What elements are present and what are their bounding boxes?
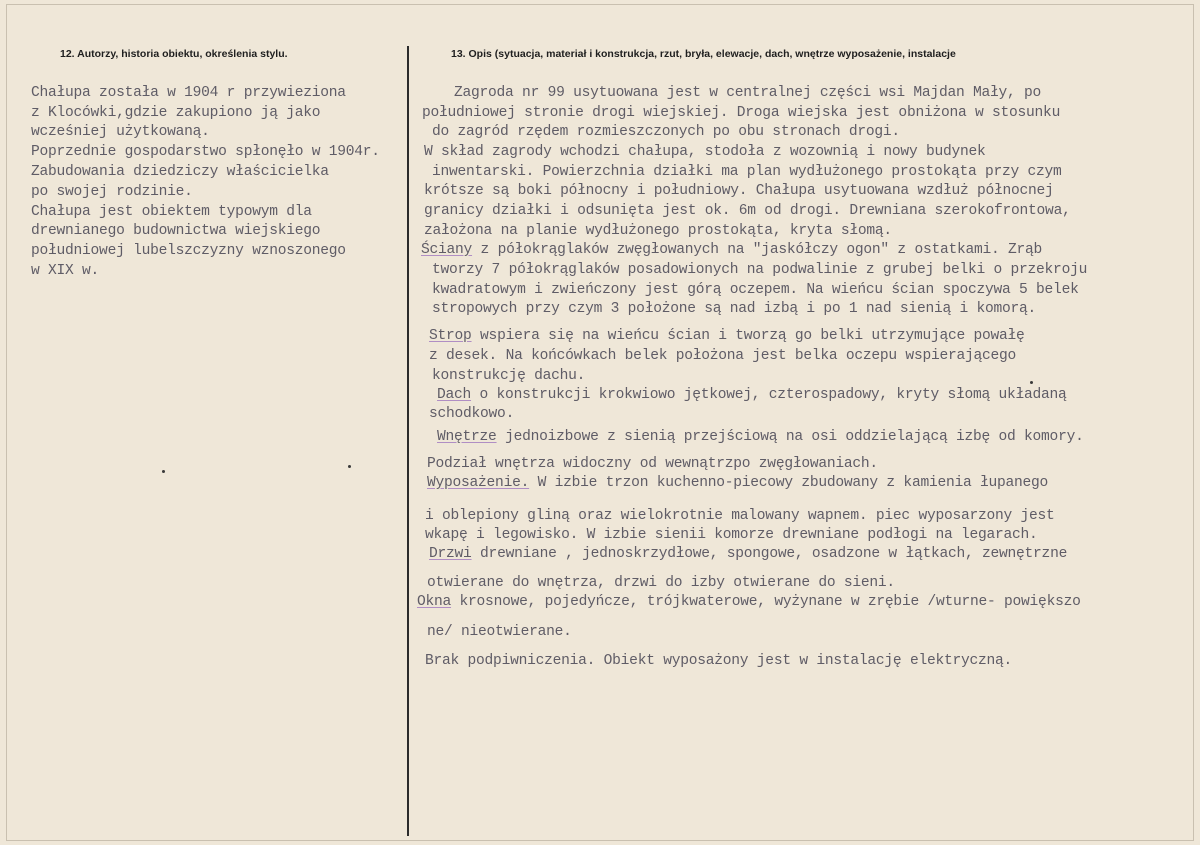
right-line: inwentarski. Powierzchnia działki ma plan wydłużonego prostokąta przy czym <box>432 164 1062 180</box>
right-line: krótsze są boki północny i południowy. Chałupa usytuowana wzdłuż północnej <box>424 183 1054 199</box>
right-line: konstrukcję dachu. <box>432 368 586 384</box>
right-line: W skład zagrody wchodzi chałupa, stodoła z wozownią i nowy budynek <box>424 144 986 160</box>
right-line: otwierane do wnętrza, drzwi do izby otwierane do sieni. <box>427 575 895 591</box>
right-line: kwadratowym i zwieńczony jest górą oczepem. Na wieńcu ścian spoczywa 5 belek <box>432 282 1079 298</box>
right-line: założona na planie wydłużonego prostokąta, kryta słomą. <box>424 223 892 239</box>
left-line: w XIX w. <box>31 263 100 279</box>
right-line: Podział wnętrza widoczny od wewnątrzpo zwęgłowaniach. <box>427 456 878 472</box>
right-line: Ściany z półokrąglaków zwęgłowanych na "jaskółczy ogon" z ostatkami. Zrąb <box>421 242 1043 258</box>
keyword-strop: Strop <box>429 328 472 344</box>
left-line: drewnianego budownictwa wiejskiego <box>31 223 321 239</box>
left-line: Chałupa została w 1904 r przywieziona <box>31 85 346 101</box>
right-line: Okna krosnowe, pojedyńcze, trójkwaterowe, wyżynane w zrębie /wturne- powiększo <box>417 594 1081 610</box>
left-line: wcześniej użytkowaną. <box>31 124 210 140</box>
keyword-drzwi: Drzwi <box>429 546 472 562</box>
column-divider <box>407 46 409 836</box>
right-line: ne/ nieotwierane. <box>427 624 572 640</box>
right-line: południowej stronie drogi wiejskiej. Droga wiejska jest obniżona w stosunku <box>422 105 1061 121</box>
left-line: z Klocówki,gdzie zakupiono ją jako <box>31 105 321 121</box>
right-line: granicy działki i odsunięta jest ok. 6m od drogi. Drewniana szerokofrontowa, <box>424 203 1071 219</box>
right-line: Wnętrze jednoizbowe z sienią przejściową na osi oddzielającą izbę od komory. <box>437 429 1084 445</box>
right-line: Dach o konstrukcji krokwiowo jętkowej, czterospadowy, kryty słomą układaną <box>437 387 1067 403</box>
section-12-header: 12. Autorzy, historia obiektu, określenia stylu. <box>60 48 288 60</box>
left-line: Chałupa jest obiektem typowym dla <box>31 204 312 220</box>
keyword-sciany: Ściany <box>421 242 473 258</box>
ink-speck <box>1030 381 1033 384</box>
right-line: wkapę i legowisko. W izbie sienii komorze drewniane podłogi na legarach. <box>425 527 1038 543</box>
right-line: i oblepiony gliną oraz wielokrotnie malowany wapnem. piec wyposarzony jest <box>425 508 1055 524</box>
keyword-wyposazenie: Wyposażenie. <box>427 475 530 491</box>
left-line: po swojej rodzinie. <box>31 184 193 200</box>
right-line: schodkowo. <box>429 406 515 422</box>
ink-speck <box>162 470 165 473</box>
left-line: Zabudowania dziedziczy właścicielka <box>31 164 329 180</box>
left-line: południowej lubelszczyzny wznoszonego <box>31 243 346 259</box>
right-line: Brak podpiwniczenia. Obiekt wyposażony jest w instalację elektryczną. <box>425 653 1013 669</box>
right-line: stropowych przy czym 3 położone są nad izbą i po 1 nad sienią i komorą. <box>432 301 1037 317</box>
right-line: Drzwi drewniane , jednoskrzydłowe, spongowe, osadzone w łątkach, zewnętrzne <box>429 546 1068 562</box>
right-line: do zagród rzędem rozmieszczonych po obu stronach drogi. <box>432 124 900 140</box>
right-line: Strop wspiera się na wieńcu ścian i tworzą go belki utrzymujące powałę <box>429 328 1025 344</box>
right-line: tworzy 7 półokrąglaków posadowionych na podwalinie z grubej belki o przekroju <box>432 262 1088 278</box>
keyword-dach: Dach <box>437 387 472 403</box>
right-line: Wyposażenie. W izbie trzon kuchenno-piecowy zbudowany z kamienia łupanego <box>427 475 1049 491</box>
section-13-header: 13. Opis (sytuacja, materiał i konstrukcja, rzut, bryła, elewacje, dach, wnętrze wyposażenie, instalacje <box>451 48 956 60</box>
left-line: Poprzednie gospodarstwo spłonęło w 1904r. <box>31 144 380 160</box>
right-line: Zagroda nr 99 usytuowana jest w centralnej części wsi Majdan Mały, po <box>454 85 1042 101</box>
keyword-okna: Okna <box>417 594 452 610</box>
ink-speck <box>348 465 351 468</box>
keyword-wnetrze: Wnętrze <box>437 429 497 445</box>
right-line: z desek. Na końcówkach belek położona jest belka oczepu wspierającego <box>429 348 1017 364</box>
